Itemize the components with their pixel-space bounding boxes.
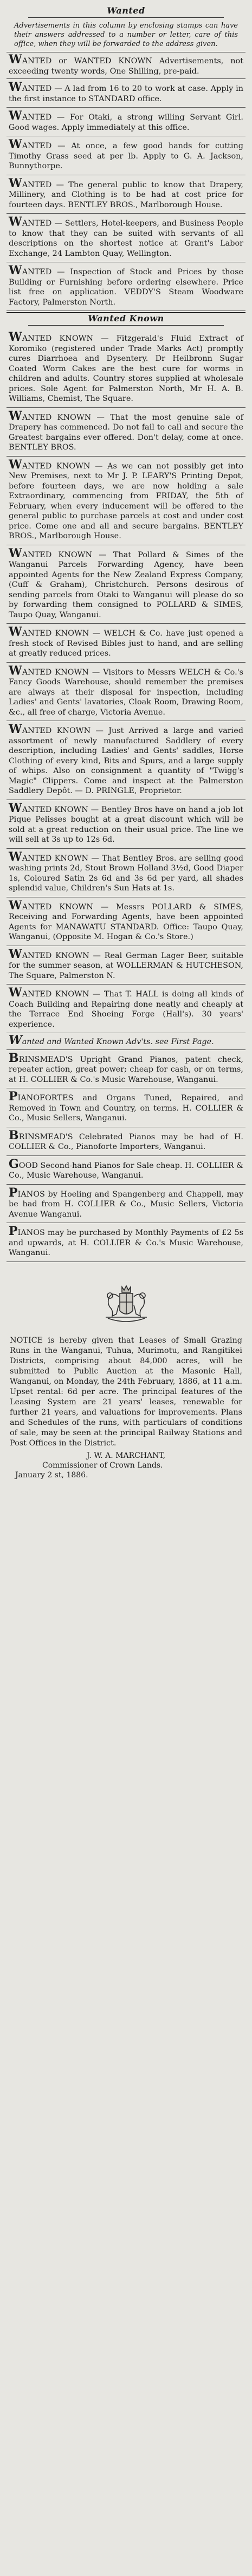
ad-forwarding-agents: WANTED KNOWN — Messrs POLLARD & SIMES, Receiving and Forwarding Agents, have been appointed Agents for MANAWATU STANDARD. Office: Taupo Quay, Wanganui, (Opposite M. Hogan & Co.'s Store.): [7, 897, 245, 946]
ad-monthly-payments: PIANOS may be purchased by Monthly Payments of £2 5s and upwards, at H. COLLIER & Co.'s Music Warehouse, Wanganui.: [7, 1223, 245, 1262]
ad-timothy-grass: WANTED — At once, a few good hands for cutting Timothy Grass seed at per lb. Apply to G. A. Jackson, Bunnythorpe.: [7, 136, 245, 175]
ad-lager-beer: WANTED KNOWN — Real German Lager Beer, suitable for the summer season, at WOLLERMAN & HUTCHESON, The Square, Palmerston N.: [7, 946, 245, 985]
ad-pique-pelisses: WANTED KNOWN — Bentley Bros have on hand a job lot Pique Pelisses bought at a great discount which will be sold at a great reduction on their usual price. The line we will sell at 3s up to 12s 6d.: [7, 800, 245, 849]
ad-parcels-agency: WANTED KNOWN — That Pollard & Simes of the Wanganui Parcels Forwarding Agency, have been appointed Agents for the New Zealand Express Company, (Cuff & Graham), Christchurch. Persons desirous of sending parcels from Otaki to Wanganui will please do so by forwarding them consigned to POLLARD & SIMES, Taupo Quay, Wanganui.: [7, 545, 245, 624]
intro-notice: Advertisements in this column by enclosing stamps can have their answers addressed to a number or letter, care of this office, when they will be forwarded to the address given.: [7, 21, 245, 52]
ad-brinsmead-grand: BRINSMEAD'S Upright Grand Pianos, patent check, repeater action, great power; cheap for cash, or on terms, at H. COLLIER & Co.'s Music Warehouse, Wanganui.: [7, 1050, 245, 1089]
cross-reference: Wanted and Wanted Known Adv'ts. see First Page.: [7, 1033, 245, 1050]
notice-date: January 2 st, 1886.: [15, 1470, 88, 1479]
ad-brinsmead-pianos: BRINSMEAD'S Celebrated Pianos may be had of H. COLLIER & Co., Pianoforte Importers, Wanganui.: [7, 1127, 245, 1156]
royal-crest-icon: [94, 1278, 159, 1327]
newspaper-column: [7, 0, 245, 1482]
wanted-known-heading: [7, 312, 245, 326]
ad-piano-tuning: PIANOFORTES and Organs Tuned, Repaired, and Removed in Town and Country, on terms. H. COLLIER & Co., Music Sellers, Wanganui.: [7, 1088, 245, 1127]
ad-second-hand-pianos: GOOD Second-hand Pianos for Sale cheap. H. COLLIER & Co., Music Warehouse, Wanganui.: [7, 1156, 245, 1185]
wanted-heading: [7, 5, 245, 18]
ad-drapery-cost: WANTED — The general public to know that Drapery, Millinery, and Clothing is to be had at cost price for fourteen days. BENTLEY BROS., Marlborough House.: [7, 175, 245, 214]
ad-wanted-rates: WANTED or WANTED KNOWN Advertisements, not exceeding twenty words, One Shilling, pre-paid.: [7, 52, 245, 79]
ad-woodware-factory: WANTED — Inspection of Stock and Prices by those Building or Furnishing before ordering elsewhere. Price list free on application. VEDDY'S Steam Woodware Factory, Palmerston North.: [7, 262, 245, 311]
crown-lands-notice: NOTICE is hereby given that Leases of Small Grazing Runs in the Wanganui, Tuhua, Murimotu, and Rangitikei Districts, comprising about 84,000 acres, will be submitted to Public Auction at the Masonic Hall, Wanganui, on Monday, the 24th February, 1886, at 11 a.m. Upset rental: 6d per acre. The principal features of the Leasing System are 21 years' leases, renewable for further 21 years, and valuations for improvements. Plans and Schedules of the runs, with particulars of conditions of sale, may be seen at the principal Railway Stations and Post Offices in the District.: [10, 1336, 242, 1448]
ad-koromiko: WANTED KNOWN — Fitzgerald's Fluid Extract of Koromiko (registered under Trade Marks Act) promptly cures Diarrhoea and Dysentery. Dr Heilbronn Sugar Coated Worm Cakes are the best cure for worms in children and adults. Country stores supplied at wholesale prices. Sole Agent for Palmerston North, Mr H. A. B. Williams, Chemist, The Square.: [7, 329, 245, 408]
signatory-name: J. W. A. MARCHANT,: [86, 1451, 166, 1460]
signatory-title: Commissioner of Crown Lands.: [42, 1461, 163, 1470]
ad-revised-bibles: WANTED KNOWN — WELCH & Co. have just opened a fresh stock of Revised Bibles just to hand, and are selling at greatly reduced prices.: [7, 624, 245, 663]
ad-hoeling-pianos: PIANOS by Hoeling and Spangenberg and Chappell, may be had from H. COLLIER & Co., Music Sellers, Victoria Avenue Wanganui.: [7, 1185, 245, 1224]
ad-coach-building: WANTED KNOWN — That T. HALL is doing all kinds of Coach Building and Repairing done neatly and cheaply at the Terrace End Shoeing Forge (Hall's). 30 years' experience.: [7, 985, 245, 1033]
ad-drapery-sale: WANTED KNOWN — That the most genuine sale of Drapery has commenced. Do not fail to call and secure the Greatest bargains ever offered. Don't delay, come at once. BENTLEY BROS.: [7, 408, 245, 457]
ad-sale-extraordinary: WANTED KNOWN — As we can not possibly get into New Premises, next to Mr J. P. LEARY'S Printing Depot, before fourteen days, we are now holding a sale Extraordinary, commencing from FRIDAY, the 5th of February, when every inducement will be offered to the general public to purchase parcels at cost and under cost price. Come one and all and secure bargains. BENTLEY BROS., Marlborough House.: [7, 457, 245, 545]
notice-signature-block: [7, 1449, 245, 1482]
ad-labor-exchange: WANTED — Settlers, Hotel-keepers, and Business People to know that they can be suited with servants of all descriptions on the shortest notice at Grant's Labor Exchange, 24 Lambton Quay, Wellington.: [7, 214, 245, 262]
ad-saddlery: WANTED KNOWN — Just Arrived a large and varied assortment of newly manufactured Saddlery of every description, including Ladies' and Gents' saddles, Horse Clothing of every kind, Bits and Spurs, and a large supply of whips. Also on consignment a quantity of "Twigg's Magic" Clippers. Come and inspect at the Palmerston Saddlery Depôt. — D. PRINGLE, Proprietor.: [7, 721, 245, 800]
wanted-title: Wanted: [107, 5, 145, 16]
wanted-known-title: Wanted Known: [88, 313, 164, 323]
ad-washing-prints: WANTED KNOWN — That Bentley Bros. are selling good washing prints 2d, Stout Brown Holland 3½d, Good Diaper 1s, Coloured Satin 2s 6d and 3s 6d per yard, all shades splendid value, Children's Sun Hats at 1s.: [7, 849, 245, 897]
ad-lad-at-case: WANTED — A lad from 16 to 20 to work at case. Apply in the first instance to STANDARD office.: [7, 79, 245, 108]
heading-rule: [28, 17, 224, 18]
ad-servant-girl: WANTED — For Otaki, a strong willing Servant Girl. Good wages. Apply immediately at this office.: [7, 108, 245, 136]
ad-fancy-goods: WANTED KNOWN — Visitors to Messrs WELCH & Co.'s Fancy Goods Warehouse, should remember the premises are always at their disposal for inspection, including Ladies' and Gents' lavatories, Cloak Room, Drawing Room, &c., all free of charge, Victoria Avenue.: [7, 663, 245, 722]
heading-rule: [28, 325, 224, 326]
